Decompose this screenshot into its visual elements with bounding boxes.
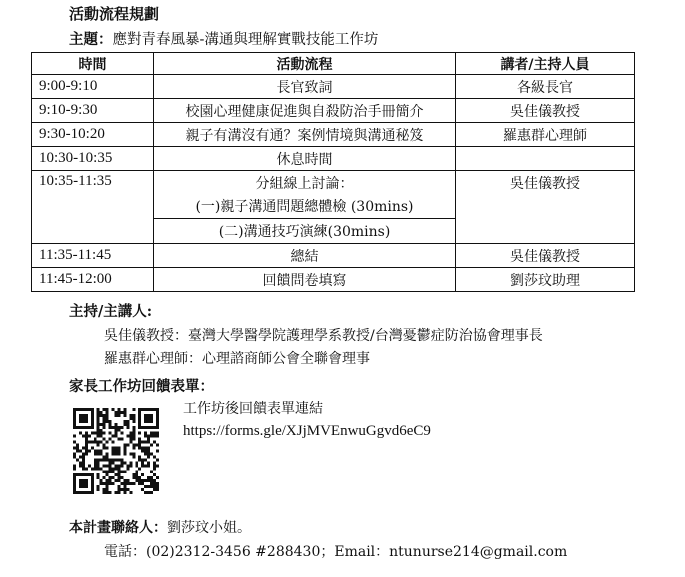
- contact-phone-email: 電話：(02)2312-3456 #288430；Email：ntunurse214@gmail.com: [104, 544, 568, 560]
- header-speaker: 講者/主持人員: [456, 53, 635, 75]
- qr-code-icon[interactable]: [73, 408, 159, 494]
- row-time: 11:35-11:45: [32, 244, 154, 268]
- host-line: 羅惠群心理師：心理諮商師公會全聯會理事: [104, 351, 370, 367]
- table-row: [32, 244, 635, 268]
- table-row: [32, 147, 635, 171]
- row-speaker: 吳佳儀教授: [456, 171, 635, 244]
- row-activity: 回饋問卷填寫: [154, 268, 456, 292]
- row-speaker: 吳佳儀教授: [456, 99, 635, 123]
- table-row: [32, 99, 635, 123]
- row-time: 9:00-9:10: [32, 75, 154, 99]
- row-activity: 長官致詞: [154, 75, 456, 99]
- host-heading: 主持/主講人:: [69, 303, 153, 320]
- row-activity: 親子有溝沒有通？案例情境與溝通秘笈: [154, 123, 456, 147]
- feedback-heading: 家長工作坊回饋表單：: [69, 378, 214, 395]
- header-activity: 活動流程: [154, 53, 456, 75]
- row-speaker: [456, 147, 635, 171]
- row-time: 9:30-10:20: [32, 123, 154, 147]
- contact-label: 本計畫聯絡人：: [69, 520, 167, 536]
- host-line: 吳佳儀教授：臺灣大學醫學院護理學系教授/台灣憂鬱症防治協會理事長: [104, 328, 543, 344]
- theme-label: 主題：: [69, 31, 113, 48]
- plan-title: 活動流程規劃: [69, 5, 160, 23]
- table-row: [32, 268, 635, 292]
- row-speaker: 吳佳儀教授: [456, 244, 635, 268]
- contact-line: [69, 517, 251, 537]
- theme-value: 應對青春風暴-溝通與理解實戰技能工作坊: [112, 32, 379, 48]
- row-activity: 休息時間: [154, 147, 456, 171]
- header-time: 時間: [32, 53, 154, 75]
- row-activity-sub: (一)親子溝通問題總體檢 (30mins): [154, 195, 456, 219]
- row-time: 10:35-11:35: [32, 171, 154, 244]
- table-row: [32, 123, 635, 147]
- table-header-row: [32, 53, 635, 75]
- row-time: 9:10-9:30: [32, 99, 154, 123]
- row-activity: 校園心理健康促進與自殺防治手冊簡介: [154, 99, 456, 123]
- row-activity-sub: (二)溝通技巧演練(30mins): [154, 219, 456, 244]
- row-activity: 分組線上討論：: [154, 171, 456, 195]
- schedule-table: [31, 52, 635, 292]
- row-time: 11:45-12:00: [32, 268, 154, 292]
- row-time: 10:30-10:35: [32, 147, 154, 171]
- row-speaker: 各級長官: [456, 75, 635, 99]
- feedback-description: 工作坊後回饋表單連結: [183, 401, 323, 417]
- row-speaker: 劉莎玟助理: [456, 268, 635, 292]
- table-row: [32, 75, 635, 99]
- row-activity: 總結: [154, 244, 456, 268]
- contact-name: 劉莎玟小姐。: [167, 520, 251, 536]
- feedback-link[interactable]: https://forms.gle/XJjMVEnwuGgvd6eC9: [183, 423, 431, 439]
- table-row: [32, 171, 635, 195]
- row-speaker: 羅惠群心理師: [456, 123, 635, 147]
- theme-line: [69, 28, 378, 49]
